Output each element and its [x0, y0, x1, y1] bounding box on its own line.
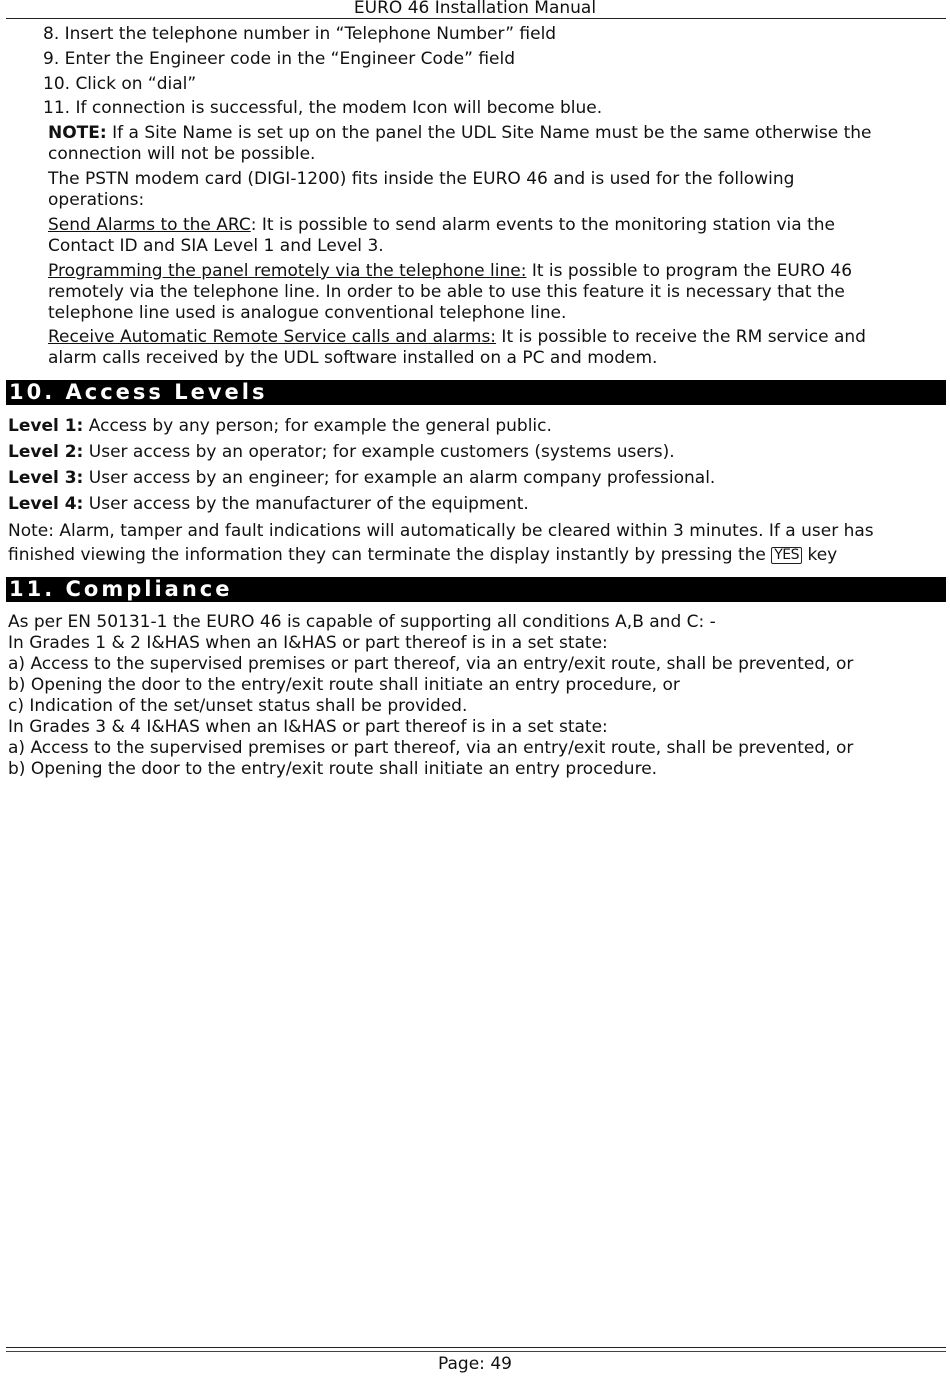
footer-divider-secondary — [6, 1351, 946, 1352]
send-alarms-paragraph — [48, 215, 835, 236]
receive-calls-text: It is possible to receive the RM service and — [496, 327, 866, 347]
header-divider — [6, 18, 946, 19]
section-heading-access-levels: 10. Access Levels — [6, 380, 946, 405]
note-label: NOTE: — [48, 123, 107, 143]
compliance-line: c) Indication of the set/unset status shall be provided. — [8, 696, 468, 716]
yes-key-icon: YES — [771, 547, 802, 564]
footer-divider — [6, 1347, 946, 1348]
note-text-continued: connection will not be possible. — [48, 144, 316, 164]
step-item: 10. Click on “dial” — [43, 74, 197, 94]
remote-programming-text-continued: telephone line used is analogue conventional telephone line. — [48, 303, 567, 323]
compliance-line: b) Opening the door to the entry/exit route shall initiate an entry procedure. — [8, 759, 658, 779]
compliance-line: As per EN 50131-1 the EURO 46 is capable of supporting all conditions A,B and C: - — [8, 612, 716, 632]
step-item: 9. Enter the Engineer code in the “Engineer Code” field — [43, 49, 516, 69]
pstn-intro: The PSTN modem card (DIGI-1200) fits inside the EURO 46 and is used for the following — [48, 169, 795, 189]
send-alarms-heading: Send Alarms to the ARC — [48, 215, 251, 235]
access-level-item — [8, 494, 529, 515]
access-note-text: finished viewing the information they can terminate the display instantly by pressing the — [8, 545, 772, 565]
access-level-text: User access by the manufacturer of the equipment. — [83, 494, 529, 514]
step-item: 11. If connection is successful, the modem Icon will become blue. — [43, 98, 603, 118]
receive-calls-heading: Receive Automatic Remote Service calls and alarms: — [48, 327, 497, 347]
receive-calls-paragraph — [48, 327, 866, 348]
remote-programming-paragraph — [48, 261, 852, 282]
access-level-text: Access by any person; for example the general public. — [83, 416, 552, 436]
access-level-item — [8, 468, 715, 489]
remote-programming-text-continued: remotely via the telephone line. In order to be able to use this feature it is necessary that the — [48, 282, 845, 302]
compliance-line: a) Access to the supervised premises or part thereof, via an entry/exit route, shall be prevented, or — [8, 654, 854, 674]
compliance-line: In Grades 1 & 2 I&HAS when an I&HAS or part thereof is in a set state: — [8, 633, 608, 653]
section-heading-compliance: 11. Compliance — [6, 577, 946, 602]
send-alarms-text-continued: Contact ID and SIA Level 1 and Level 3. — [48, 236, 384, 256]
page-header-title: EURO 46 Installation Manual — [353, 0, 597, 18]
compliance-line: a) Access to the supervised premises or part thereof, via an entry/exit route, shall be prevented, or — [8, 738, 854, 758]
access-level-item — [8, 442, 675, 463]
access-level-label: Level 4: — [8, 494, 84, 514]
access-level-text: User access by an operator; for example customers (systems users). — [83, 442, 675, 462]
page-number: Page: 49 — [438, 1354, 512, 1374]
access-level-item — [8, 416, 552, 437]
access-note-continued — [8, 545, 837, 566]
access-level-text: User access by an engineer; for example an alarm company professional. — [83, 468, 716, 488]
step-item: 8. Insert the telephone number in “Telephone Number” field — [43, 24, 557, 44]
compliance-line: b) Opening the door to the entry/exit route shall initiate an entry procedure, or — [8, 675, 680, 695]
compliance-line: In Grades 3 & 4 I&HAS when an I&HAS or part thereof is in a set state: — [8, 717, 608, 737]
pstn-intro-continued: operations: — [48, 190, 145, 210]
access-note-text-end: key — [802, 545, 838, 565]
access-level-label: Level 3: — [8, 468, 84, 488]
send-alarms-text: : It is possible to send alarm events to the monitoring station via the — [250, 215, 835, 235]
access-note: Note: Alarm, tamper and fault indications will automatically be cleared within 3 minutes. If a user has — [8, 521, 874, 541]
access-level-label: Level 1: — [8, 416, 84, 436]
note-paragraph — [48, 123, 871, 144]
access-level-label: Level 2: — [8, 442, 84, 462]
receive-calls-text-continued: alarm calls received by the UDL software installed on a PC and modem. — [48, 348, 658, 368]
note-text: If a Site Name is set up on the panel the UDL Site Name must be the same otherwise the — [106, 123, 872, 143]
remote-programming-text: It is possible to program the EURO 46 — [526, 261, 853, 281]
remote-programming-heading: Programming the panel remotely via the telephone line: — [48, 261, 527, 281]
